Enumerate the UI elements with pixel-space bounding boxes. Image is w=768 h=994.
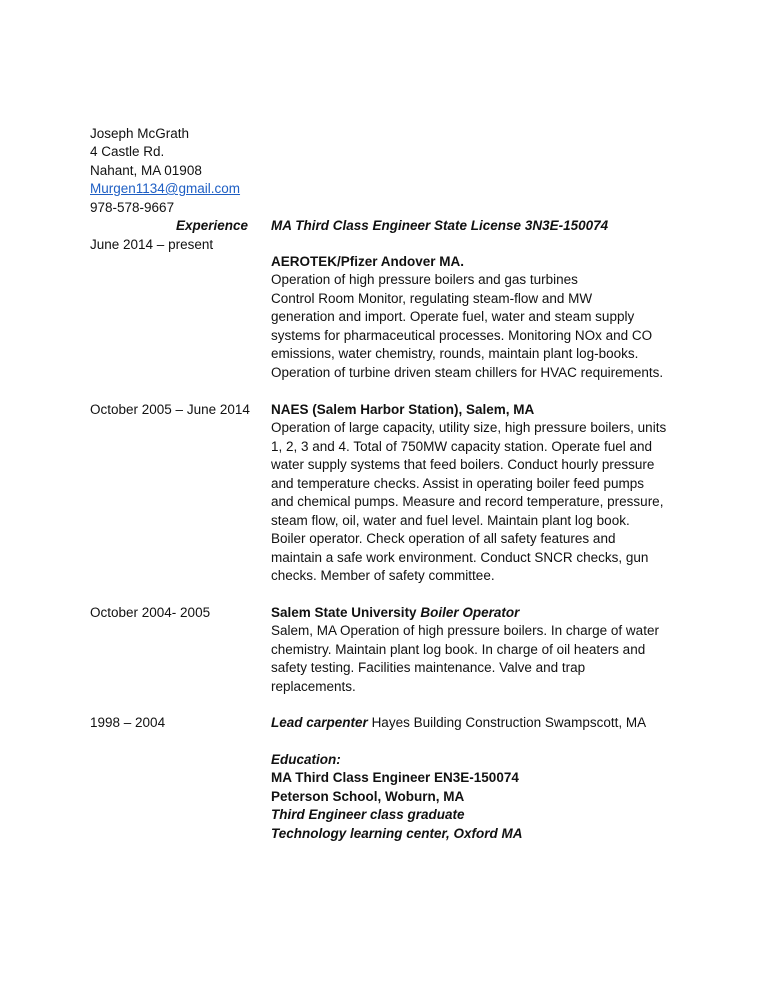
job-3-role: Boiler Operator: [420, 605, 520, 620]
job-3-heading: [271, 604, 519, 622]
job-2-line: Operation of large capacity, utility size, high pressure boilers, units: [271, 420, 667, 435]
contact-phone: 978-578-9667: [90, 200, 175, 215]
job-2-line: maintain a safe work environment. Conduct SNCR checks, gun: [271, 550, 649, 565]
job-2-line: water supply systems that feed boilers. Conduct hourly pressure: [271, 457, 655, 472]
job-3-line: replacements.: [271, 679, 356, 694]
job-2-line: and temperature checks. Assist in operating boiler feed pumps: [271, 476, 644, 491]
education-item: Peterson School, Woburn, MA: [271, 789, 465, 804]
job-3-line: Salem, MA Operation of high pressure boilers. In charge of water: [271, 623, 659, 638]
job-2-line: checks. Member of safety committee.: [271, 568, 495, 583]
job-4-employer: Hayes Building Construction Swampscott, MA: [371, 715, 647, 730]
job-2-line: steam flow, oil, water and fuel level. Maintain plant log book.: [271, 513, 630, 528]
job-3-employer: Salem State University: [271, 605, 417, 620]
education-item: MA Third Class Engineer EN3E-150074: [271, 770, 519, 785]
job-1-line: generation and import. Operate fuel, water and steam supply: [271, 309, 635, 324]
job-1-line: systems for pharmaceutical processes. Monitoring NOx and CO: [271, 328, 653, 343]
job-3-dates: October 2004- 2005: [90, 605, 211, 620]
job-2-line: 1, 2, 3 and 4. Total of 750MW capacity station. Operate fuel and: [271, 439, 652, 454]
job-2-line: Boiler operator. Check operation of all safety features and: [271, 531, 616, 546]
job-2-employer: NAES (Salem Harbor Station), Salem, MA: [271, 402, 535, 417]
job-1-employer: AEROTEK/Pfizer Andover MA.: [271, 254, 465, 269]
contact-email-link[interactable]: Murgen1134@gmail.com: [90, 181, 241, 196]
job-3-line: safety testing. Facilities maintenance. Valve and trap: [271, 660, 586, 675]
education-heading: Education:: [271, 752, 341, 767]
job-1-line: Operation of turbine driven steam chillers for HVAC requirements.: [271, 365, 664, 380]
experience-label: Experience: [175, 218, 248, 233]
job-4-dates: 1998 – 2004: [90, 715, 166, 730]
job-1-line: Control Room Monitor, regulating steam-flow and MW: [271, 291, 593, 306]
job-1-line: emissions, water chemistry, rounds, maintain plant log-books.: [271, 346, 639, 361]
contact-city: Nahant, MA 01908: [90, 163, 202, 178]
job-1-dates: June 2014 – present: [90, 237, 214, 252]
job-1-line: Operation of high pressure boilers and gas turbines: [271, 272, 578, 287]
job-2-dates: October 2005 – June 2014: [90, 402, 250, 417]
job-4-heading: [271, 714, 646, 732]
job-2-line: and chemical pumps. Measure and record temperature, pressure,: [271, 494, 664, 509]
job-4-role: Lead carpenter: [271, 715, 368, 730]
license-heading: MA Third Class Engineer State License 3N3E-150074: [271, 218, 609, 233]
education-item: Technology learning center, Oxford MA: [271, 826, 523, 841]
contact-street: 4 Castle Rd.: [90, 144, 165, 159]
contact-name: Joseph McGrath: [90, 126, 190, 141]
education-item: Third Engineer class graduate: [271, 807, 465, 822]
job-3-line: chemistry. Maintain plant log book. In charge of oil heaters and: [271, 642, 646, 657]
